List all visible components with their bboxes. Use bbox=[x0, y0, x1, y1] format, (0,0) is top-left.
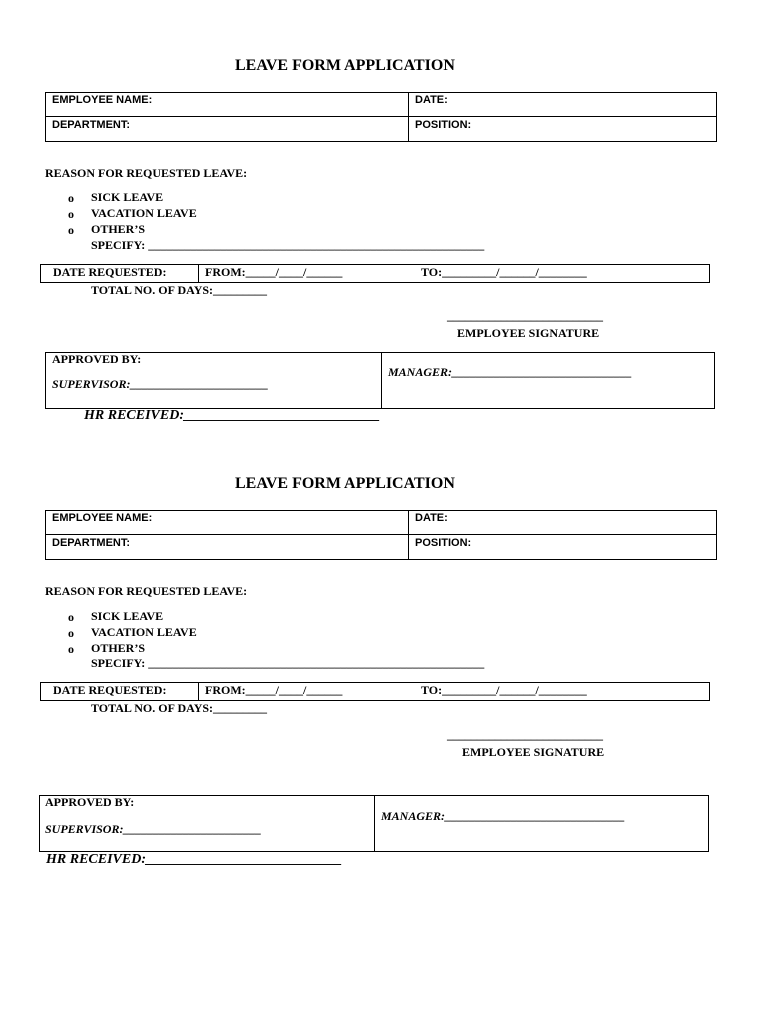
date-requested-label: DATE REQUESTED: bbox=[53, 265, 167, 279]
employee-name-label: EMPLOYEE NAME: bbox=[52, 94, 153, 106]
department-label: DEPARTMENT: bbox=[52, 119, 131, 131]
to-date-field: TO:_________/______/________ bbox=[421, 683, 587, 697]
option-sick-leave: SICK LEAVE bbox=[91, 190, 164, 204]
option-others: OTHER’S bbox=[91, 222, 146, 236]
to-date-field: TO:_________/______/________ bbox=[421, 265, 587, 279]
option-sick-leave: SICK LEAVE bbox=[91, 609, 164, 623]
specify-field: SPECIFY: ________________________________________________________ bbox=[91, 238, 485, 252]
approved-by-label: APPROVED BY: bbox=[45, 795, 135, 809]
employee-signature-label: EMPLOYEE SIGNATURE bbox=[457, 326, 600, 340]
specify-field: SPECIFY: ________________________________________________________ bbox=[91, 656, 485, 670]
date-label: DATE: bbox=[415, 94, 448, 106]
position-label: POSITION: bbox=[415, 537, 472, 549]
form-title: LEAVE FORM APPLICATION bbox=[235, 475, 455, 492]
reason-heading: REASON FOR REQUESTED LEAVE: bbox=[45, 584, 248, 598]
from-date-field: FROM:_____/____/______ bbox=[205, 265, 343, 279]
bullet-icon: o bbox=[68, 610, 74, 624]
option-vacation-leave: VACATION LEAVE bbox=[91, 625, 197, 639]
from-date-field: FROM:_____/____/______ bbox=[205, 683, 343, 697]
option-others: OTHER’S bbox=[91, 641, 146, 655]
bullet-icon: o bbox=[68, 191, 74, 205]
bullet-icon: o bbox=[68, 642, 74, 656]
department-label: DEPARTMENT: bbox=[52, 537, 131, 549]
approved-by-label: APPROVED BY: bbox=[52, 352, 142, 366]
option-vacation-leave: VACATION LEAVE bbox=[91, 206, 197, 220]
signature-line: __________________________ bbox=[447, 728, 603, 742]
total-days-field: TOTAL NO. OF DAYS:_________ bbox=[91, 701, 268, 715]
bullet-icon: o bbox=[68, 223, 74, 237]
supervisor-field: SUPERVISOR:_______________________ bbox=[52, 377, 269, 391]
bullet-icon: o bbox=[68, 207, 74, 221]
employee-signature-label: EMPLOYEE SIGNATURE bbox=[462, 745, 605, 759]
reason-heading: REASON FOR REQUESTED LEAVE: bbox=[45, 166, 248, 180]
manager-field: MANAGER:______________________________ bbox=[388, 365, 633, 379]
supervisor-field: SUPERVISOR:_______________________ bbox=[45, 822, 262, 836]
hr-received-field: HR RECEIVED:____________________________ bbox=[84, 408, 380, 423]
form-title: LEAVE FORM APPLICATION bbox=[235, 57, 455, 74]
signature-line: __________________________ bbox=[447, 309, 603, 323]
hr-received-field: HR RECEIVED:____________________________ bbox=[46, 852, 342, 867]
manager-field: MANAGER:______________________________ bbox=[381, 809, 626, 823]
position-label: POSITION: bbox=[415, 119, 472, 131]
date-label: DATE: bbox=[415, 512, 448, 524]
bullet-icon: o bbox=[68, 626, 74, 640]
date-requested-label: DATE REQUESTED: bbox=[53, 683, 167, 697]
total-days-field: TOTAL NO. OF DAYS:_________ bbox=[91, 283, 268, 297]
employee-name-label: EMPLOYEE NAME: bbox=[52, 512, 153, 524]
